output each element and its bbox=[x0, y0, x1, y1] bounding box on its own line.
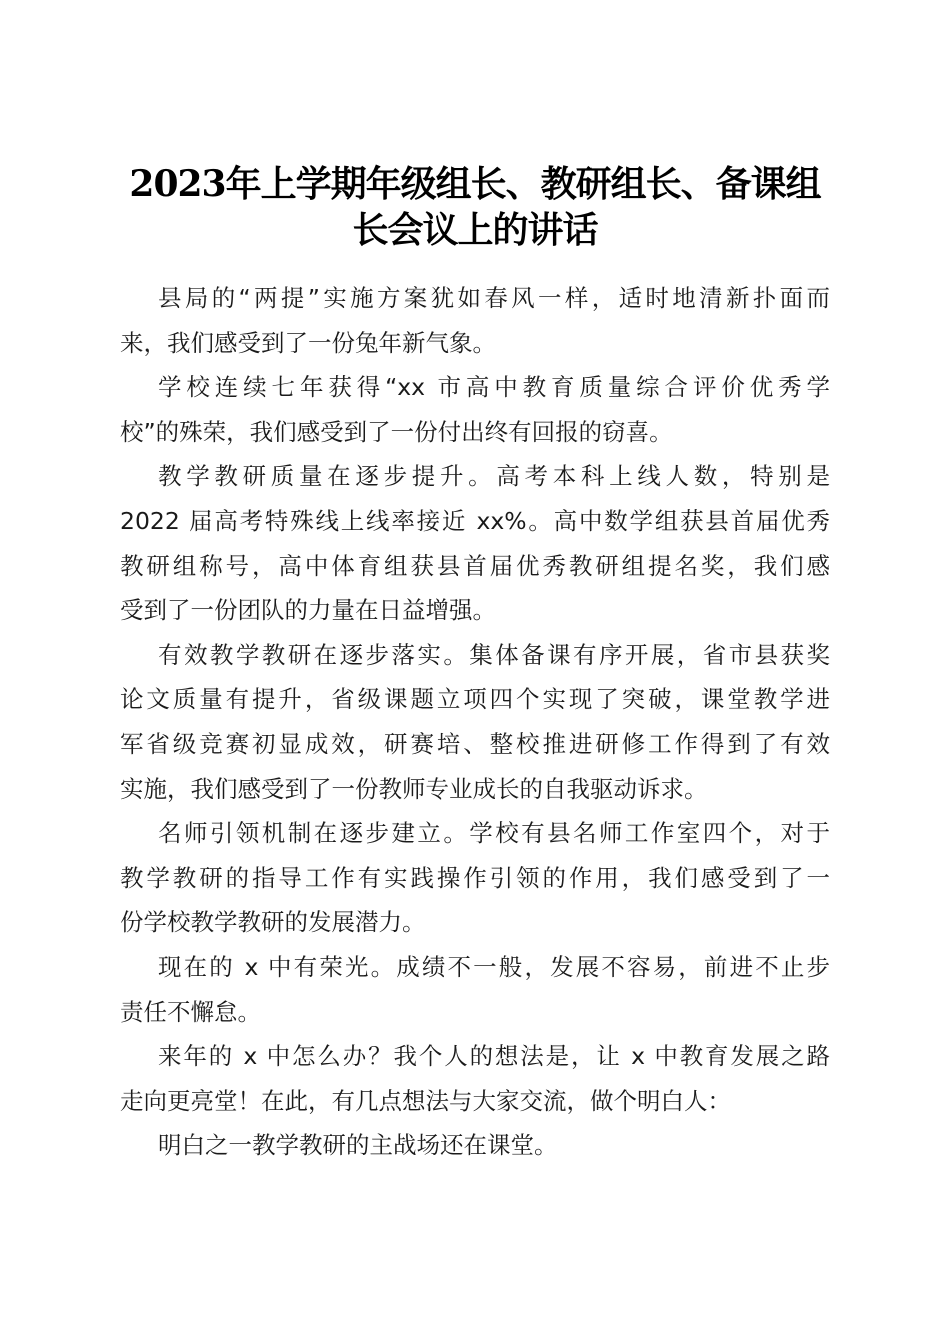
paragraph-line: 责任不懈怠。 bbox=[120, 997, 261, 1026]
paragraph-1 bbox=[120, 276, 830, 365]
paragraph-line: 来年的 x 中怎么办？我个人的想法是，让 x 中教育发展之路 bbox=[158, 1042, 830, 1071]
paragraph-line: 现在的 x 中有荣光。成绩不一般，发展不容易，前进不止步 bbox=[158, 952, 830, 981]
paragraph-3 bbox=[120, 454, 830, 632]
paragraph-line: 教研组称号，高中体育组获县首届优秀教研组提名奖，我们感 bbox=[120, 551, 830, 580]
paragraph-8 bbox=[120, 1123, 830, 1168]
paragraph-line: 论文质量有提升，省级课题立项四个实现了突破，课堂教学进 bbox=[120, 685, 830, 714]
paragraph-line: 教学教研的指导工作有实践操作引领的作用，我们感受到了一 bbox=[120, 863, 830, 892]
paragraph-line: 县局的“两提”实施方案犹如春风一样，适时地清新扑面而 bbox=[158, 284, 830, 312]
paragraph-line: 学校连续七年获得“xx 市高中教育质量综合评价优秀学 bbox=[158, 373, 830, 402]
paragraph-6 bbox=[120, 945, 830, 1034]
document-body bbox=[120, 276, 830, 1168]
document-title bbox=[110, 161, 840, 253]
paragraph-line: 军省级竞赛初显成效，研赛培、整校推进研修工作得到了有效 bbox=[120, 729, 830, 758]
title-line-2: 长会议上的讲话 bbox=[352, 209, 598, 252]
paragraph-5 bbox=[120, 811, 830, 945]
title-line-1: 2023年上学期年级组长、教研组长、备课组 bbox=[129, 163, 821, 206]
paragraph-line: 校”的殊荣，我们感受到了一份付出终有回报的窃喜。 bbox=[120, 417, 673, 446]
paragraph-line: 实施，我们感受到了一份教师专业成长的自我驱动诉求。 bbox=[120, 774, 708, 803]
paragraph-2 bbox=[120, 365, 830, 454]
paragraph-line: 教学教研质量在逐步提升。高考本科上线人数，特别是 bbox=[158, 462, 830, 491]
paragraph-7 bbox=[120, 1034, 830, 1123]
paragraph-line: 2022 届高考特殊线上线率接近 xx%。高中数学组获县首届优秀 bbox=[120, 506, 830, 535]
paragraph-line: 份学校教学教研的发展潜力。 bbox=[120, 908, 426, 937]
paragraph-line: 受到了一份团队的力量在日益增强。 bbox=[120, 596, 496, 625]
paragraph-line: 来，我们感受到了一份兔年新气象。 bbox=[120, 328, 496, 357]
paragraph-4 bbox=[120, 633, 830, 811]
paragraph-line: 名师引领机制在逐步建立。学校有县名师工作室四个，对于 bbox=[158, 819, 830, 848]
paragraph-line: 走向更亮堂！在此，有几点想法与大家交流，做个明白人： bbox=[120, 1086, 731, 1115]
paragraph-line: 明白之一教学教研的主战场还在课堂。 bbox=[158, 1131, 558, 1160]
paragraph-line: 有效教学教研在逐步落实。集体备课有序开展，省市县获奖 bbox=[158, 640, 830, 669]
